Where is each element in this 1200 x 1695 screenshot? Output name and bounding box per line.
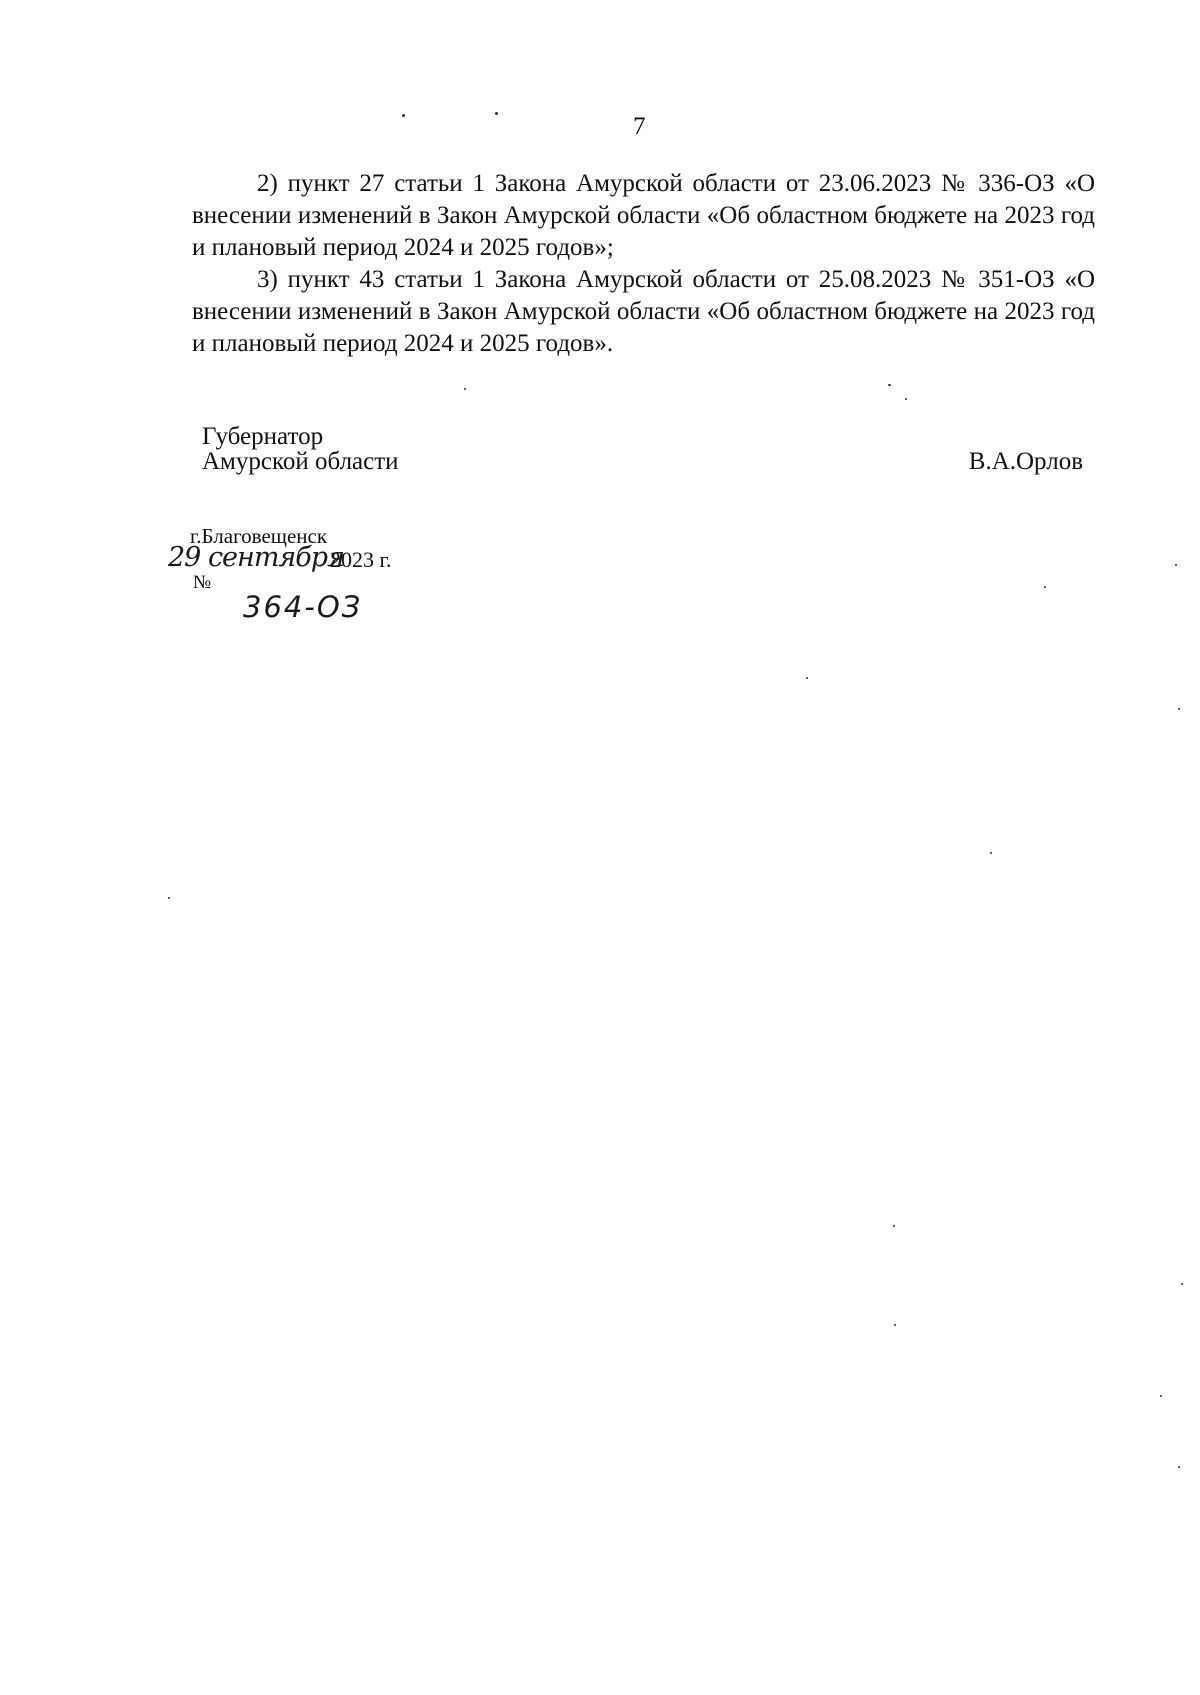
page-number: 7 xyxy=(633,113,646,140)
scan-speck xyxy=(1160,1395,1162,1397)
scan-speck xyxy=(168,897,170,899)
printed-year: 2023 г. xyxy=(330,547,392,572)
scan-speck xyxy=(888,384,891,386)
signature-title-line1: Губернатор xyxy=(202,423,324,450)
scan-speck xyxy=(402,114,405,117)
scan-speck xyxy=(1178,1466,1180,1468)
scan-speck xyxy=(495,112,498,115)
signature-title-line2: Амурской области xyxy=(202,448,399,475)
paragraph-item-3: 3) пункт 43 статьи 1 Закона Амурской области от 25.08.2023 № 351-ОЗ «О внесении изменений в Закон Амурской области «Об областном бюджете на 2023 год и плановый период 2024 и 2025 годов». xyxy=(192,266,1095,357)
signature-title xyxy=(202,424,399,474)
scan-speck xyxy=(1181,1283,1183,1285)
scan-speck xyxy=(893,1225,895,1227)
scan-speck xyxy=(990,852,992,854)
handwritten-date: 29 сентября xyxy=(168,542,344,573)
document-body xyxy=(192,168,1095,360)
signature-name: В.А.Орлов xyxy=(968,448,1083,475)
handwritten-law-number: 364-ОЗ xyxy=(243,590,363,624)
scan-speck xyxy=(1175,564,1177,566)
scan-speck xyxy=(905,398,907,400)
scan-speck xyxy=(1044,586,1046,588)
scan-speck xyxy=(1178,708,1180,710)
scan-speck xyxy=(894,1324,896,1326)
scan-speck xyxy=(464,388,466,390)
number-label: № xyxy=(193,572,212,593)
place-of-signing: г.Благовещенск xyxy=(190,524,328,548)
scan-speck xyxy=(806,677,808,679)
paragraph-item-2: 2) пункт 27 статьи 1 Закона Амурской области от 23.06.2023 № 336-ОЗ «О внесении изменений в Закон Амурской области «Об областном бюджете на 2023 год и плановый период 2024 и 2025 годов»; xyxy=(192,170,1095,261)
